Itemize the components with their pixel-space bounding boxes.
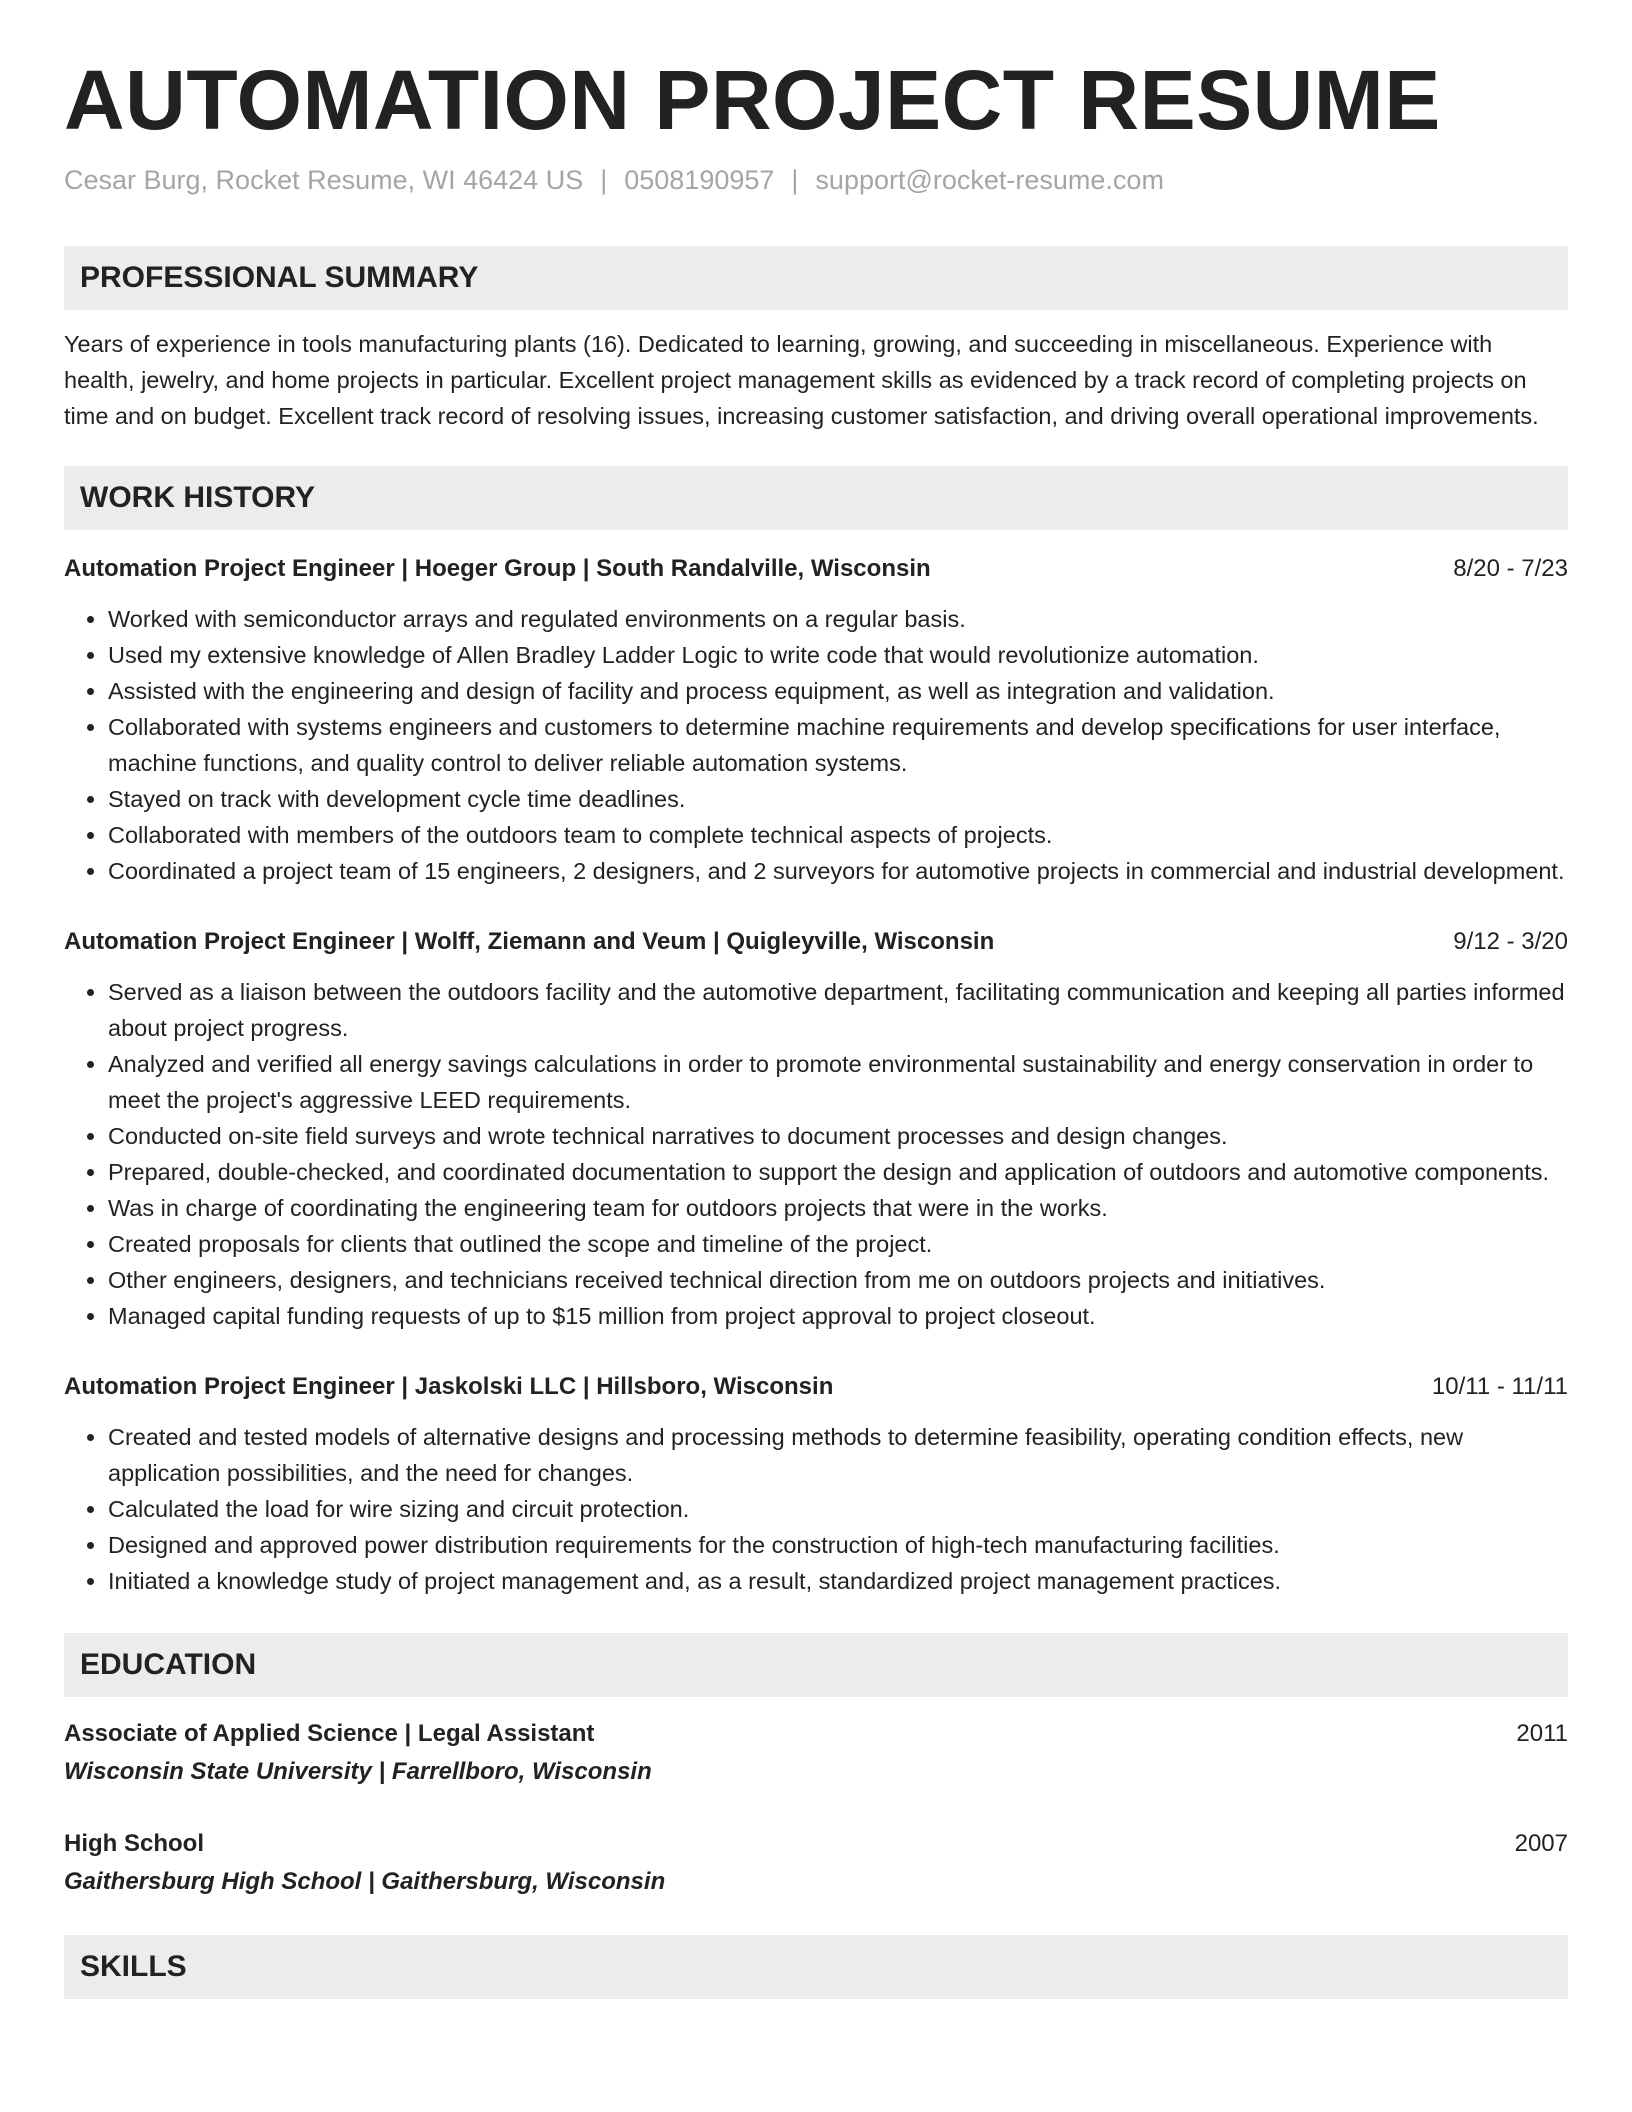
job-bullet: • Coordinated a project team of 15 engineers, 2 designers, and 2 surveyors for automotive projects in commercial and industrial development. [108,853,1568,889]
job-bullets [64,601,1568,889]
job-bullet: • Used my extensive knowledge of Allen Bradley Ladder Logic to write code that would revolutionize automation. [108,637,1568,673]
job-entry [64,925,1568,1334]
job-bullets [64,974,1568,1334]
job-title: Automation Project Engineer | Wolff, Ziemann and Veum | Quigleyville, Wisconsin [64,927,995,955]
education-year: 2007 [1514,1829,1568,1857]
contact-address: Cesar Burg, Rocket Resume, WI 46424 US [64,164,584,195]
resume-title: AUTOMATION PROJECT RESUME [64,53,1441,147]
job-bullet: • Initiated a knowledge study of project management and, as a result, standardized project management practices. [108,1563,1568,1599]
education-entry [64,1825,1568,1901]
job-bullet: • Analyzed and verified all energy savings calculations in order to promote environmental sustainability and energy conservation in order to meet the project's aggressive LEED requirements. [108,1046,1568,1118]
job-bullet: • Collaborated with systems engineers and customers to determine machine requirements and develop specifications for user interface, machine functions, and quality control to deliver reliable automation systems. [108,709,1568,781]
job-bullets [64,1419,1568,1599]
education-year: 2011 [1516,1719,1568,1747]
summary-text: Years of experience in tools manufacturing plants (16). Dedicated to learning, growing, and succeeding in miscellaneous. Experience with health, jewelry, and home projects in particular. Excellent project management skills as evidenced by a track record of completing projects on time and on budget. Excellent track record of resolving issues, increasing customer satisfaction, and driving overall operational improvements. [64,330,1539,429]
job-bullet: • Created and tested models of alternative designs and processing methods to determine feasibility, operating condition effects, new application possibilities, and the need for changes. [108,1419,1568,1491]
section-heading-skills: SKILLS [64,1935,1568,1999]
job-title: Automation Project Engineer | Hoeger Group | South Randalville, Wisconsin [64,554,931,582]
education-header [64,1715,1568,1753]
education-degree: Associate of Applied Science | Legal Assistant [64,1719,595,1747]
job-bullet: • Stayed on track with development cycle time deadlines. [108,781,1568,817]
job-bullet: • Assisted with the engineering and design of facility and process equipment, as well as integration and validation. [108,673,1568,709]
job-dates: 10/11 - 11/11 [1431,1372,1568,1400]
job-entry [64,552,1568,889]
contact-separator: | [600,164,608,195]
job-bullet: • Was in charge of coordinating the engineering team for outdoors projects that were in the works. [108,1190,1568,1226]
job-dates: 9/12 - 3/20 [1453,927,1568,955]
job-header [64,925,1568,959]
job-bullet: • Conducted on-site field surveys and wrote technical narratives to document processes and design changes. [108,1118,1568,1154]
job-header [64,1370,1568,1404]
job-bullet: • Calculated the load for wire sizing and circuit protection. [108,1491,1568,1527]
contact-separator: | [791,164,799,195]
section-heading-education: EDUCATION [64,1633,1568,1697]
job-bullet: • Managed capital funding requests of up to $15 million from project approval to project closeout. [108,1298,1568,1334]
job-bullet: • Created proposals for clients that outlined the scope and timeline of the project. [108,1226,1568,1262]
education-header [64,1825,1568,1863]
section-heading-work-history: WORK HISTORY [64,466,1568,530]
resume-page [64,52,1568,1999]
job-bullet: • Collaborated with members of the outdoors team to complete technical aspects of projects. [108,817,1568,853]
education-school: Gaithersburg High School | Gaithersburg, Wisconsin [64,1867,666,1895]
job-entry [64,1370,1568,1599]
contact-line [64,165,1568,196]
education-degree: High School [64,1829,204,1857]
job-bullet: • Other engineers, designers, and technicians received technical direction from me on outdoors projects and initiatives. [108,1262,1568,1298]
job-header [64,552,1568,586]
job-bullet: • Worked with semiconductor arrays and regulated environments on a regular basis. [108,601,1568,637]
contact-phone: 0508190957 [624,164,775,195]
job-bullet: • Served as a liaison between the outdoors facility and the automotive department, facilitating communication and keeping all parties informed about project progress. [108,974,1568,1046]
job-dates: 8/20 - 7/23 [1453,554,1568,582]
education-entry [64,1715,1568,1791]
contact-email: support@rocket-resume.com [815,164,1164,195]
job-bullet: • Prepared, double-checked, and coordinated documentation to support the design and application of outdoors and automotive components. [108,1154,1568,1190]
job-bullet: • Designed and approved power distribution requirements for the construction of high-tech manufacturing facilities. [108,1527,1568,1563]
education-school: Wisconsin State University | Farrellboro, Wisconsin [64,1757,652,1785]
job-title: Automation Project Engineer | Jaskolski LLC | Hillsboro, Wisconsin [64,1372,834,1400]
section-heading-summary: PROFESSIONAL SUMMARY [64,246,1568,310]
